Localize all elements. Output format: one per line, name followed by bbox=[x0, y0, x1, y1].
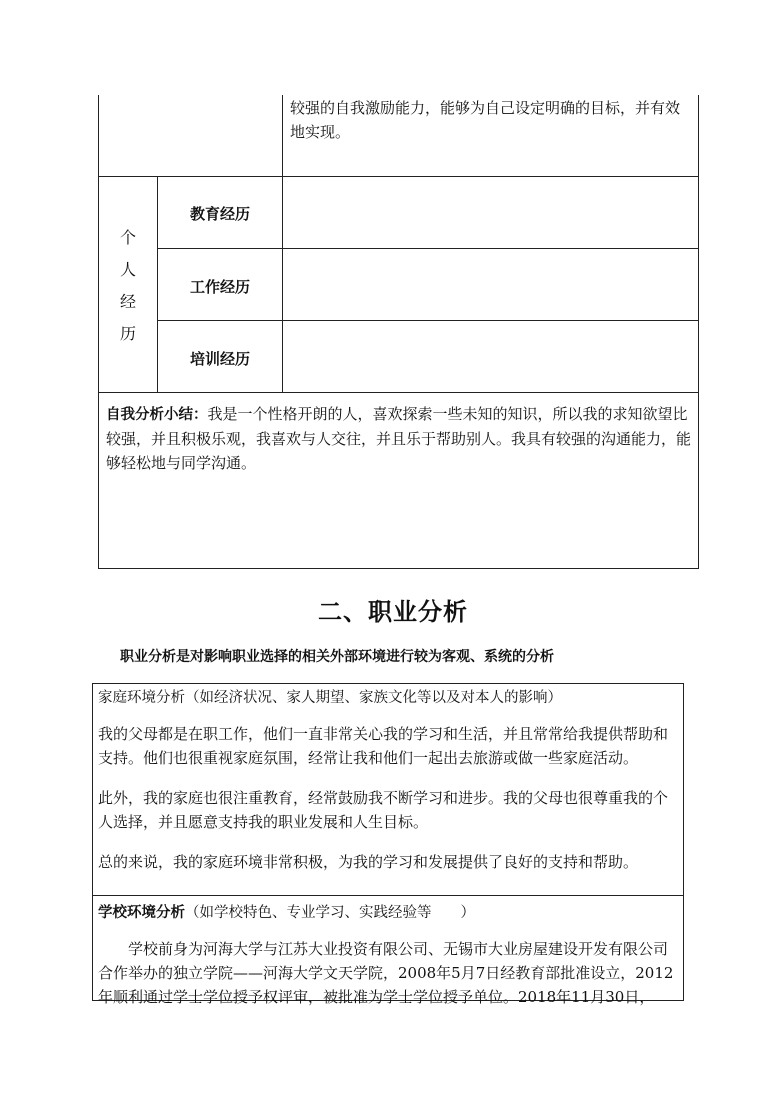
school-paragraph: 学校前身为河海大学与江苏大业投资有限公司、无锡市大业房屋建设开发有限公司合作举办的独立学院——河海大学文天学院，2008年5月7日经教育部批准设立，2012年顺利通过学士学位授予权评审，被批准为学士学位授予单位。2018年11月30日， bbox=[98, 940, 674, 1006]
training-label: 培训经历 bbox=[190, 350, 251, 368]
school-heading-title: 学校环境分析 bbox=[98, 905, 185, 921]
family-content bbox=[98, 722, 678, 874]
summary-text: 我是一个性格开朗的人，喜欢探索一些未知的知识，所以我的求知欲望比较强，并且积极乐观，我喜欢与人交往，并且乐于帮助别人。我具有较强的沟通能力，能够轻松地与同学沟通。 bbox=[106, 405, 692, 472]
family-heading: 家庭环境分析（如经济状况、家人期望、家族文化等以及对本人的影响） bbox=[98, 690, 562, 706]
family-paragraph: 此外，我的家庭也很注重教育，经常鼓励我不断学习和进步。我的父母也很尊重我的个人选择，并且愿意支持我的职业发展和人生目标。 bbox=[98, 789, 669, 831]
family-paragraph: 总的来说，我的家庭环境非常积极，为我的学习和发展提供了良好的支持和帮助。 bbox=[98, 853, 639, 871]
continued-cell-text: 较强的自我激励能力，能够为自己设定明确的目标，并有效地实现。 bbox=[290, 99, 681, 141]
summary-label: 自我分析小结： bbox=[106, 407, 208, 423]
work-label: 工作经历 bbox=[190, 278, 251, 296]
school-heading bbox=[98, 901, 475, 922]
section-intro: 职业分析是对影响职业选择的相关外部环境进行较为客观、系统的分析 bbox=[120, 649, 554, 665]
education-label: 教育经历 bbox=[190, 205, 251, 223]
self-analysis-summary bbox=[106, 402, 694, 475]
school-heading-note: （如学校特色、专业学习、实践经验等 ） bbox=[185, 905, 475, 921]
personal-experience-label: 个 人 经 历 bbox=[119, 228, 136, 343]
family-paragraph: 我的父母都是在职工作，他们一直非常关心我的学习和生活，并且常常给我提供帮助和支持。他们也很重视家庭氛围，经常让我和他们一起出去旅游或做一些家庭活动。 bbox=[98, 725, 669, 767]
section-title: 二、职业分析 bbox=[318, 598, 468, 626]
